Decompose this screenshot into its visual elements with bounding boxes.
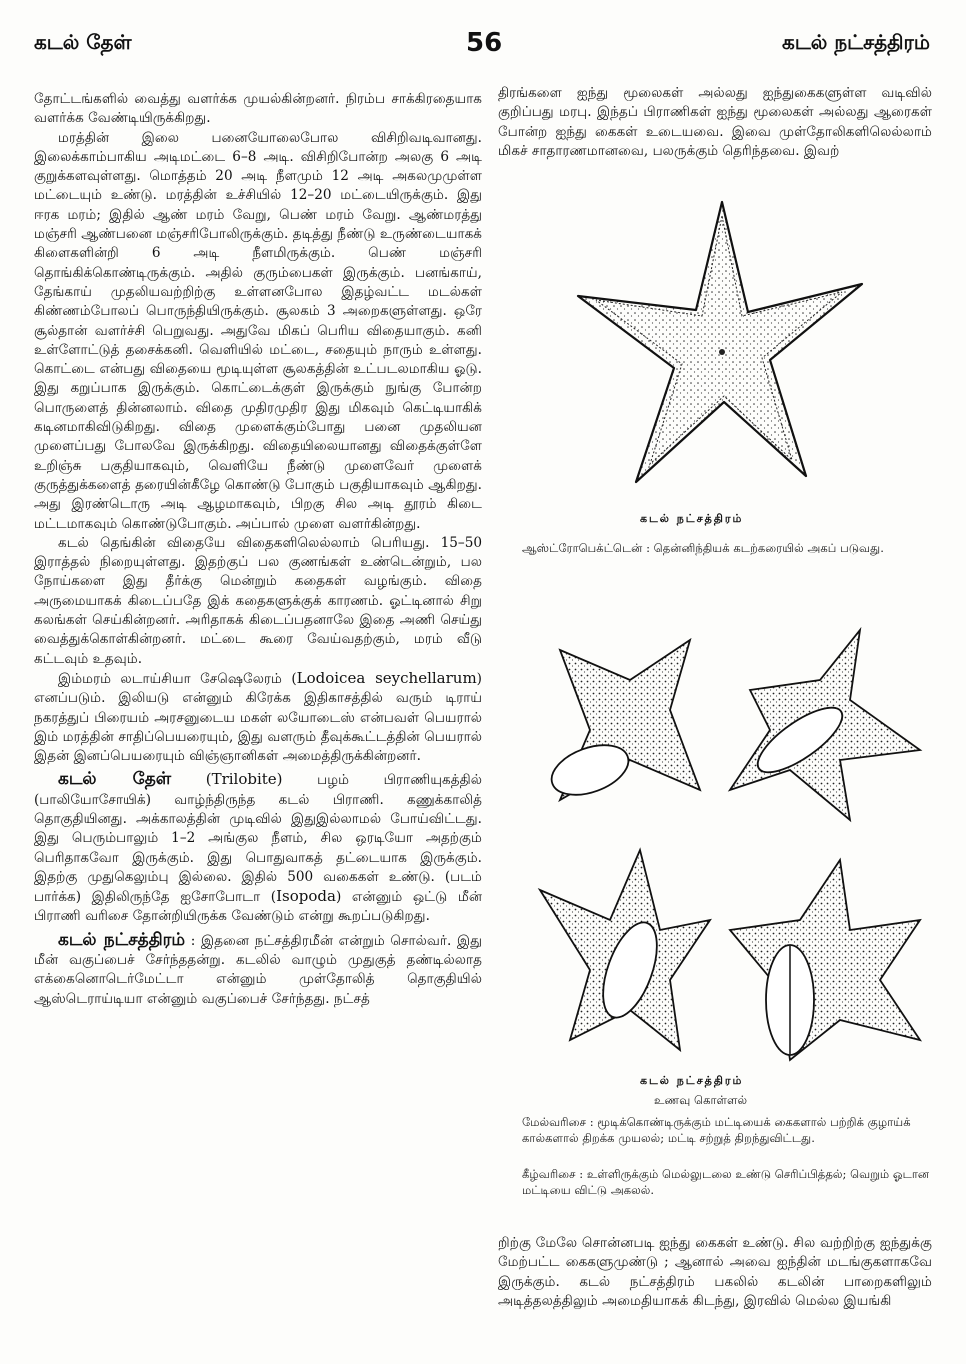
starfish-heading: கடல் நட்சத்திரம்	[58, 929, 186, 950]
feeding-panel-1	[545, 640, 700, 804]
left-column	[34, 90, 482, 1009]
starfish-illustration	[570, 192, 870, 492]
figure-2-caption-bottom: கீழ்வரிசை : உள்ளிருக்கும் மெல்லுடலை உண்டு செரிப்பித்தல்; வெறும் ஓடான மட்டியை விட்டு அகலல்.	[522, 1167, 930, 1197]
feeding-panel-3	[540, 850, 710, 1050]
paragraph-1: தோட்டங்களில் வைத்து வளர்க்க முயல்கின்றனர். நிரம்ப சாக்கிரதையாக வளர்க்க வேண்டியிருக்கிறது.	[34, 91, 482, 127]
paragraph-2: மரத்தின் இலை பனையோலைபோல விசிறிவடிவானது. இலைக்காம்பாகிய அடிமட்டை 6–8 அடி. விசிறிபோன்ற அலகு 6 அடி குறுக்களவுள்ளது. மொத்தம் 20 அடி நீளமும் 12 அடி அகலமுமுள்ள மட்டையும் உண்டு. மரத்தின் உச்சியில் 12–20 மட்டையிருக்கும். இது ஈரக மரம்; இதில் ஆண் மரம் வேறு, பெண் மரம் வேறு. ஆண்மரத்து மஞ்சரி ஆண்பனை மஞ்சரிபோலிருக்கும். தடித்து நீண்டு உருண்டையாகக் கிளைகளின்றி 6 அடி நீளமிருக்கும். பெண் மஞ்சரி தொங்கிக்கொண்டிருக்கும். அதில் குரும்பைகள் இருக்கும். பனங்காய், தேங்காய் முதலியவற்றிற்கு உள்ளனபோல இதழ்வட்ட மடல்கள் கிண்ணம்போலப் பொருந்தியிருக்கும். சூலகம் 3 அறைகளுள்ளது. ஒரே சூல்தான் வளர்ச்சி பெறுவது. அதுவே மிகப் பெரிய விதையாகும். கனி உள்ளோட்டுத் தசைக்கனி. வெளியில் மட்டை, சதையும் நாரும் உள்ளது. கொட்டை என்பது விதையை மூடியுள்ள சூலகத்தின் உட்படலமாகிய ஓடு. இது கறுப்பாக இருக்கும். கொட்டைக்குள் இருக்கும் நுங்கு போன்ற பொருளைத் தின்னலாம். விதை முதிரமுதிர இது மிகவும் கெட்டியாகிக் கடினமாகிவிடுகிறது. விதை முளைக்கும்போது பனை முதலியன முளைப்பது போலவே இருக்கிறது. விதையிலையானது விதைக்குள்ளே உறிஞ்சு பகுதியாகவும், வெளியே நீண்டு முளைவேர் முளைக் குருத்துக்களைத் தரையின்கீழே கொண்டு போகும் பகுதியாகவும் ஆகிறது. அது இரண்டொரு அடி ஆழமாகவும், பிறகு சில அடி தூரம் கிடை மட்டமாகவும் கொண்டுபோகும். அப்பால் முளை வளர்கின்றது.	[34, 129, 482, 532]
paragraph-4	[34, 669, 482, 766]
feeding-panel-4	[730, 860, 920, 1060]
trilobite-latin-2: Isopoda	[276, 887, 336, 906]
running-head-left: கடல் தேள்	[34, 30, 132, 54]
starfish-entry	[34, 931, 482, 1009]
figure-1-title: கடல் நட்சத்திரம்	[640, 512, 744, 525]
trilobite-text: பழம் பிராணியுகத்தில் (பாலியோசோயிக்) வாழ்ந்திருந்த கடல் பிராணி. கணுக்காலித் தொகுதியினது. அக்காலத்தின் முடிவில் இதுஇல்லாமல் போய்விட்டது. இது பெரும்பாலும் 1–2 அங்குல நீளம், சில ஒரடியோ அதற்கும் பெரிதாகவோ இருக்கும். இது பொதுவாகத் தட்டையாக இருக்கும். இதற்கு முதுகெலும்பு இல்லை. இதில் 500 வகைகள் உண்டு. (படம் பார்க்க) இதிலிருந்தே ஐசோபோடா (	[34, 772, 482, 906]
p4-latin-name: Lodoicea seychellarum	[296, 668, 477, 687]
trilobite-latin: (Trilobite)	[205, 770, 283, 789]
figure-1-caption: ஆஸ்ட்ரோபெக்ட்டென் : தென்னிந்தியக் கடற்கரையில் அகப் படுவது.	[522, 541, 884, 555]
figure-2-title: கடல் நட்சத்திரம்	[640, 1074, 744, 1087]
p4-text-b: ) எனப்படும். இலியடு என்னும் கிரேக்க இதிகாசத்தில் வரும் டிராய் நகரத்துப் பிரையம் அரசனுடைய மகள் லயோடைஸ் என்பவள் பெயரால் இம் மரத்தின் சாதிப்பெயரையும், இது வளரும் தீவுக்கூட்டத்தின் பெயரால் இதன் இனப்பெயரையும் விஞ்ஞானிகள் அமைத்திருக்கின்றனர்.	[34, 670, 482, 765]
trilobite-text-2: ) என்னும் ஒட்டு மீன் பிராணி வரிசை தோன்றியிருக்க வேண்டும் என்று கூறப்படுகிறது.	[34, 889, 482, 925]
trilobite-entry	[34, 770, 482, 926]
figure-2-subtitle: உணவு கொள்ளல்	[654, 1093, 748, 1107]
right-column-bottom	[498, 1234, 932, 1311]
feeding-panel-2	[730, 630, 920, 820]
trilobite-heading: கடல் தேள்	[58, 769, 172, 790]
right-bottom-text: றிற்கு மேலே சொன்னபடி ஐந்து கைகள் உண்டு. சில வற்றிற்கு ஐந்துக்கு மேற்பட்ட கைகளுமுண்டு ; ஆனால் அவை ஐந்தின் மடங்குகளாகவே இருக்கும். கடல் நட்சத்திரம் பகலில் கடலின் பாறைகளிலும் அடித்தலத்திலும் அமைதியாகக் கிடந்து, இரவில் மெல்ல இயங்கி	[498, 1235, 932, 1309]
starfish-feeding-illustration	[520, 620, 940, 1070]
starfish-text: : இதனை நட்சத்திரமீன் என்றும் சொல்வர். இது மீன் வகுப்பைச் சேர்ந்ததன்று. கடலில் வாழும் முதுகுத் தண்டில்லாத எக்கைனொடெர்மேட்டா என்னும் முள்தோலித் தொகுதியில் ஆஸ்டெராய்டியா என்னும் வகுப்பைச் சேர்ந்தது. நட்சத்	[34, 932, 483, 1007]
p4-text-a: இம்மரம் லடாய்சியா சேஷெலேரம் (	[58, 670, 297, 687]
right-column-top	[498, 84, 932, 161]
page-number: 56	[466, 28, 503, 58]
figure-2-caption-top: மேல்வரிசை : மூடிக்கொண்டிருக்கும் மட்டியைக் கைகளால் பற்றிக் குழாய்க் கால்களால் திறக்க முயலல்; மட்டி சற்றுத் திறந்துவிட்டது.	[522, 1115, 911, 1145]
running-head-right: கடல் நட்சத்திரம்	[782, 30, 930, 54]
paragraph-3: கடல் தெங்கின் விதையே விதைகளிலெல்லாம் பெரியது. 15–50 இராத்தல் நிறையுள்ளது. இதற்குப் பல குணங்கள் உண்டென்றும், பல நோய்களை இது தீர்க்கு மென்றும் கதைகள் வழங்கும். விதை அருமையாகக் கிடைப்பதே இக் கதைகளுக்குக் காரணம். ஓட்டினால் சிறு கலங்கள் செய்கின்றனர். அரிதாகக் கிடைப்பதனாலே இதை அணி செய்து வைத்துக்கொள்கின்றனர். மட்டை கூரை வேய்வதற்கும், மரம் வீடு கட்டவும் உதவும்.	[34, 534, 482, 667]
right-top-text: திரங்களை ஐந்து மூலைகள் அல்லது ஐந்துகைகளுள்ள வடிவில் குறிப்பது மரபு. இந்தப் பிராணிகள் ஐந்து மூலைகள் அல்லது ஆரைகள் போன்ற ஐந்து கைகள் உடையவை. இவை முள்தோலிகளிலெல்லாம் மிகச் சாதாரணமானவை, பலருக்கும் தெரிந்தவை. இவற்	[498, 85, 932, 159]
